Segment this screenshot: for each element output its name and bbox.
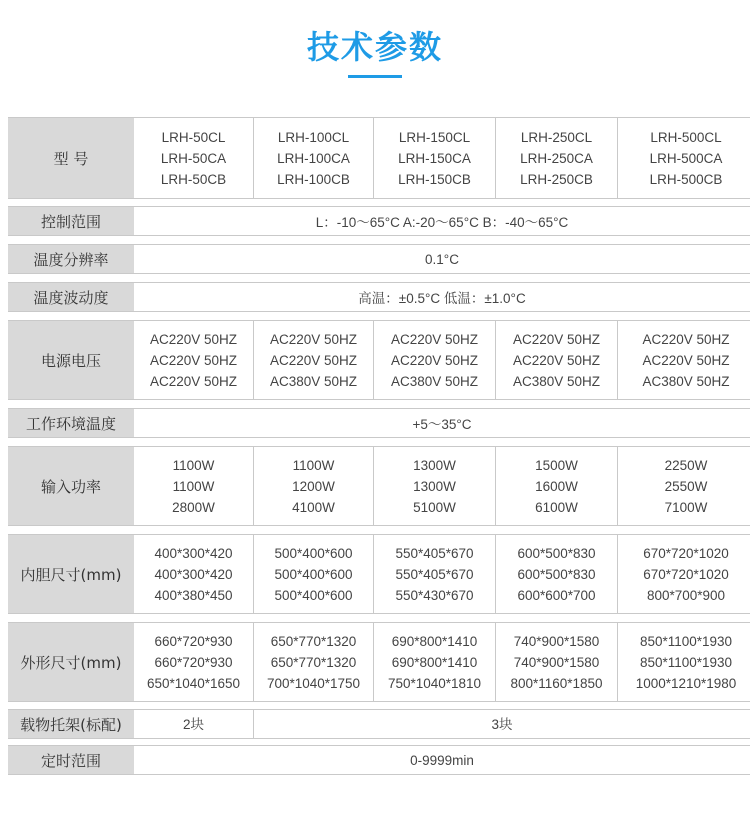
cell-line: 750*1040*1810 xyxy=(387,675,482,691)
row-label: 外形尺寸(mm) xyxy=(8,623,134,701)
cell-line: 500*400*600 xyxy=(274,545,353,561)
cell-line: 1300W xyxy=(413,457,456,473)
cell-line: 850*1100*1930 xyxy=(639,633,733,649)
cell-line: 400*380*450 xyxy=(154,587,233,603)
row-cells xyxy=(134,623,750,701)
cell-line: 660*720*930 xyxy=(154,654,233,670)
spec-row-outer-size xyxy=(8,622,750,702)
row-label: 温度分辨率 xyxy=(8,245,134,273)
cell-line: AC220V 50HZ xyxy=(512,352,601,368)
cell-line: 7100W xyxy=(664,499,708,515)
cell-line: LRH-150CA xyxy=(398,150,471,166)
cell xyxy=(253,623,373,701)
cell-line: AC220V 50HZ xyxy=(390,331,479,347)
cell xyxy=(253,535,373,613)
cell-line: 2800W xyxy=(172,499,215,515)
row-label: 定时范围 xyxy=(8,746,134,774)
cell-line: AC220V 50HZ xyxy=(512,331,601,347)
row-value: 0-9999min xyxy=(410,752,474,768)
cell-line: AC220V 50HZ xyxy=(390,352,479,368)
cell-line: 660*720*930 xyxy=(154,633,233,649)
cell-line: 850*1100*1930 xyxy=(639,654,733,670)
cell xyxy=(617,623,750,701)
cell xyxy=(617,447,750,525)
cell xyxy=(134,447,253,525)
cell-line: LRH-150CL xyxy=(398,129,471,145)
cell-line: 1100W xyxy=(172,457,215,473)
cell-line: 1300W xyxy=(413,478,456,494)
cell-line: AC380V 50HZ xyxy=(642,373,730,389)
row-cells xyxy=(134,535,750,613)
spec-row-model xyxy=(8,117,750,199)
cell-line: AC380V 50HZ xyxy=(269,373,358,389)
cell-line: 1100W xyxy=(292,457,335,473)
cell-line: 500*400*600 xyxy=(274,587,353,603)
cell-line: LRH-500CL xyxy=(650,129,722,145)
cell-line: 700*1040*1750 xyxy=(266,675,361,691)
cell-line: LRH-100CB xyxy=(277,171,350,187)
cell xyxy=(373,447,495,525)
cell xyxy=(495,623,617,701)
cell xyxy=(617,118,750,198)
row-label: 载物托架(标配) xyxy=(8,710,134,738)
row-value: L：-10～65°C A:-20～65°C B：-40～65°C xyxy=(315,215,569,230)
cell-line: 650*770*1320 xyxy=(270,654,357,670)
row-label: 内胆尺寸(mm) xyxy=(8,535,134,613)
cell-line: LRH-100CA xyxy=(277,150,350,166)
cell-line: AC220V 50HZ xyxy=(642,352,730,368)
cell-line: LRH-50CA xyxy=(160,150,227,166)
row-label: 输入功率 xyxy=(8,447,134,525)
cell-line: 5100W xyxy=(413,499,456,515)
spec-row-power xyxy=(8,446,750,526)
cell xyxy=(495,535,617,613)
cell-line: LRH-250CB xyxy=(520,171,593,187)
cell-line: LRH-250CA xyxy=(520,150,593,166)
spec-row-voltage xyxy=(8,320,750,400)
spec-row-ambient-temp xyxy=(8,408,750,438)
row-cells xyxy=(134,321,750,399)
cell-line: 6100W xyxy=(535,499,578,515)
cell-line: LRH-500CB xyxy=(649,171,723,187)
cell-line: 500*400*600 xyxy=(274,566,353,582)
cell-line: 600*500*830 xyxy=(517,566,596,582)
cell-line: 800*1160*1850 xyxy=(510,675,603,691)
row-value: 0.1°C xyxy=(425,251,459,267)
cell-line: 550*405*670 xyxy=(395,566,474,582)
cell-line: AC380V 50HZ xyxy=(390,373,479,389)
cell-line: 690*800*1410 xyxy=(391,633,478,649)
cell xyxy=(134,535,253,613)
cell xyxy=(373,623,495,701)
cell-line: AC220V 50HZ xyxy=(149,373,238,389)
spec-row-shelf xyxy=(8,709,750,739)
cell xyxy=(253,447,373,525)
cell xyxy=(373,535,495,613)
cell-line: 670*720*1020 xyxy=(643,566,729,582)
row-cells xyxy=(134,447,750,525)
cell-line: 2块 xyxy=(182,716,204,732)
cell xyxy=(617,321,750,399)
cell-line: LRH-50CB xyxy=(160,171,227,187)
cell-line: 2250W xyxy=(664,457,708,473)
cell xyxy=(617,535,750,613)
cell-line: 650*1040*1650 xyxy=(146,675,241,691)
cell-line: 740*900*1580 xyxy=(513,633,600,649)
row-value: +5～35°C xyxy=(412,417,472,432)
cell-line: LRH-250CL xyxy=(520,129,593,145)
cell xyxy=(495,321,617,399)
row-label: 控制范围 xyxy=(8,207,134,235)
spec-row-temp-fluctuation xyxy=(8,282,750,312)
cell-line: 1500W xyxy=(535,457,578,473)
cell-line: 1100W xyxy=(172,478,215,494)
spec-row-inner-size xyxy=(8,534,750,614)
cell-line: AC380V 50HZ xyxy=(512,373,601,389)
cell-line: 690*800*1410 xyxy=(391,654,478,670)
spec-row-timer xyxy=(8,745,750,775)
row-label: 工作环境温度 xyxy=(8,409,134,437)
cell-line: AC220V 50HZ xyxy=(149,331,238,347)
cell-line: AC220V 50HZ xyxy=(642,331,730,347)
title-underline xyxy=(348,75,402,78)
cell-line: 650*770*1320 xyxy=(270,633,357,649)
cell xyxy=(253,321,373,399)
cell-line: 2550W xyxy=(664,478,708,494)
cell-line: 600*600*700 xyxy=(517,587,596,603)
cell-line: LRH-500CA xyxy=(649,150,723,166)
row-cells xyxy=(134,118,750,198)
cell-line: 550*430*670 xyxy=(395,587,474,603)
cell xyxy=(253,118,373,198)
row-label: 电源电压 xyxy=(8,321,134,399)
cell-line: AC220V 50HZ xyxy=(269,352,358,368)
cell xyxy=(373,118,495,198)
cell-line: 400*300*420 xyxy=(154,545,233,561)
cell-line: 400*300*420 xyxy=(154,566,233,582)
cell xyxy=(253,710,750,738)
cell-line: 1000*1210*1980 xyxy=(635,675,737,691)
spec-row-temp-resolution xyxy=(8,244,750,274)
cell-line: LRH-100CL xyxy=(277,129,350,145)
cell-line: 800*700*900 xyxy=(646,587,726,603)
cell-line: 1600W xyxy=(535,478,578,494)
cell-line: AC220V 50HZ xyxy=(149,352,238,368)
cell-line: 600*500*830 xyxy=(517,545,596,561)
cell xyxy=(373,321,495,399)
spec-row-control-range xyxy=(8,206,750,236)
cell xyxy=(134,118,253,198)
cell-line: 670*720*1020 xyxy=(643,545,729,561)
cell-line: AC220V 50HZ xyxy=(269,331,358,347)
row-cells xyxy=(134,710,750,738)
cell xyxy=(495,118,617,198)
cell xyxy=(134,623,253,701)
cell xyxy=(134,321,253,399)
cell-line: 550*405*670 xyxy=(395,545,474,561)
row-value: 高温：±0.5°C 低温：±1.0°C xyxy=(358,291,526,306)
cell-line: 4100W xyxy=(292,499,335,515)
row-label: 温度波动度 xyxy=(8,283,134,311)
row-label: 型 号 xyxy=(8,118,134,198)
cell xyxy=(134,710,253,738)
cell xyxy=(495,447,617,525)
cell-line: 740*900*1580 xyxy=(513,654,600,670)
cell-line: 1200W xyxy=(292,478,335,494)
cell-line: LRH-50CL xyxy=(161,129,226,145)
cell-line: 3块 xyxy=(491,716,513,732)
cell-line: LRH-150CB xyxy=(398,171,471,187)
page-title: 技术参数 xyxy=(306,28,443,66)
